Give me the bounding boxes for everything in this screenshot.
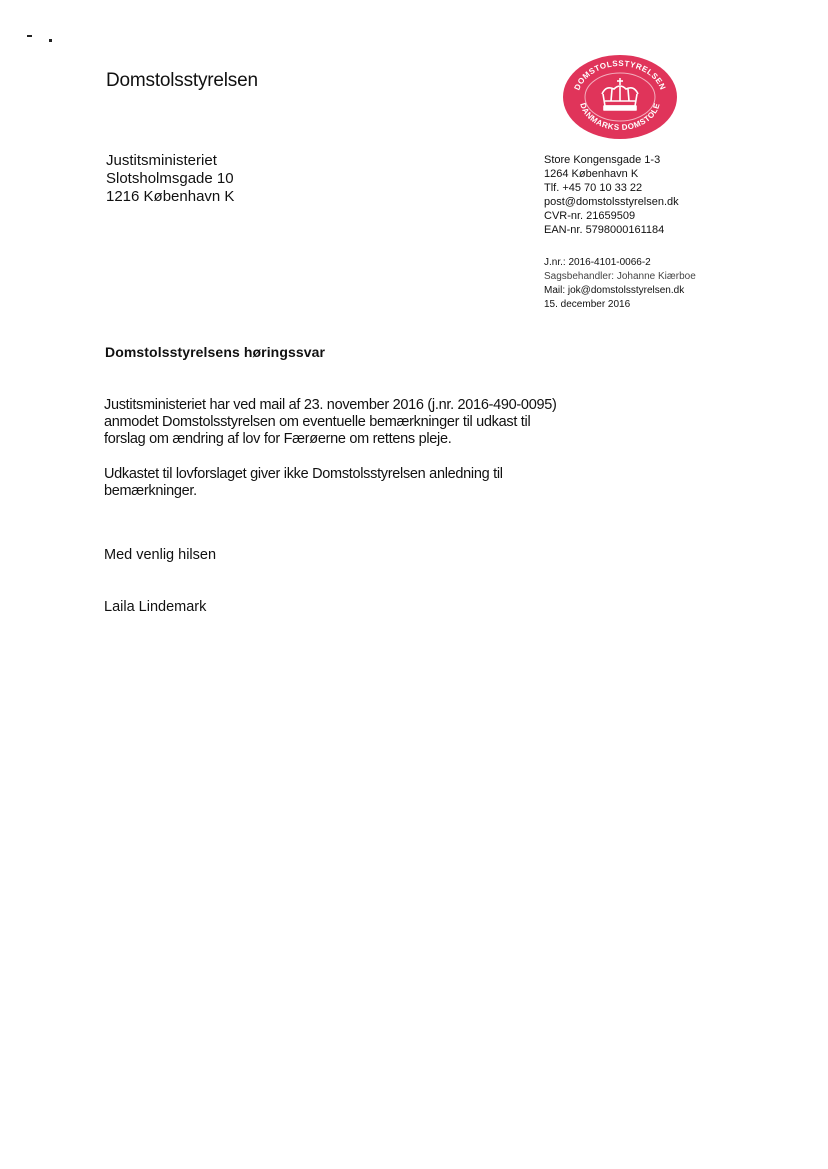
seal-top-text: DOMSTOLSSTYRELSEN: [572, 58, 668, 92]
seal-logo: [562, 54, 678, 140]
contact-city: 1264 København K: [544, 168, 639, 180]
paragraph-line: bemærkninger.: [104, 483, 197, 499]
paragraph-line: anmodet Domstolsstyrelsen om eventuelle bemærkninger til udkast til: [104, 414, 531, 430]
paragraph-line: Justitsministeriet har ved mail af 23. november 2016 (j.nr. 2016-490-0095): [104, 397, 557, 413]
case-reference-block: [544, 256, 696, 312]
scan-artifact-dot: [49, 39, 52, 42]
body-paragraph-2: [104, 466, 604, 500]
sender-name: Domstolsstyrelsen: [106, 70, 258, 91]
contact-street: Store Kongensgade 1-3: [544, 154, 661, 166]
contact-ean: EAN-nr. 5798000161184: [544, 224, 665, 236]
contact-email: post@domstolsstyrelsen.dk: [544, 196, 679, 208]
contact-phone: Tlf. +45 70 10 33 22: [544, 182, 643, 194]
sender-contact-block: [544, 153, 679, 237]
recipient-line: Justitsministeriet: [106, 152, 217, 169]
closing-greeting: Med venlig hilsen: [104, 547, 217, 563]
paragraph-line: Udkastet til lovforslaget giver ikke Domstolsstyrelsen anledning til: [104, 466, 503, 482]
recipient-line: Slotsholmsgade 10: [106, 170, 234, 187]
letter-date: 15. december 2016: [544, 299, 631, 310]
scan-artifact-dash: [27, 35, 32, 37]
letter-subject: Domstolsstyrelsens høringssvar: [105, 344, 326, 360]
seal-logo-graphic: [562, 54, 678, 140]
seal-bottom-text: DANMARKS DOMSTOLE: [578, 101, 662, 133]
signatory-name: Laila Lindemark: [104, 599, 207, 615]
contact-cvr: CVR-nr. 21659509: [544, 210, 636, 222]
body-paragraph-1: [104, 397, 604, 448]
case-handler: Sagsbehandler: Johanne Kiærboe: [544, 271, 696, 282]
paragraph-line: forslag om ændring af lov for Færøerne om rettens pleje.: [104, 431, 452, 447]
recipient-address: [106, 152, 234, 206]
recipient-line: 1216 København K: [106, 188, 235, 205]
journal-number: J.nr.: 2016-4101-0066-2: [544, 257, 651, 268]
handler-mail: Mail: jok@domstolsstyrelsen.dk: [544, 285, 685, 296]
